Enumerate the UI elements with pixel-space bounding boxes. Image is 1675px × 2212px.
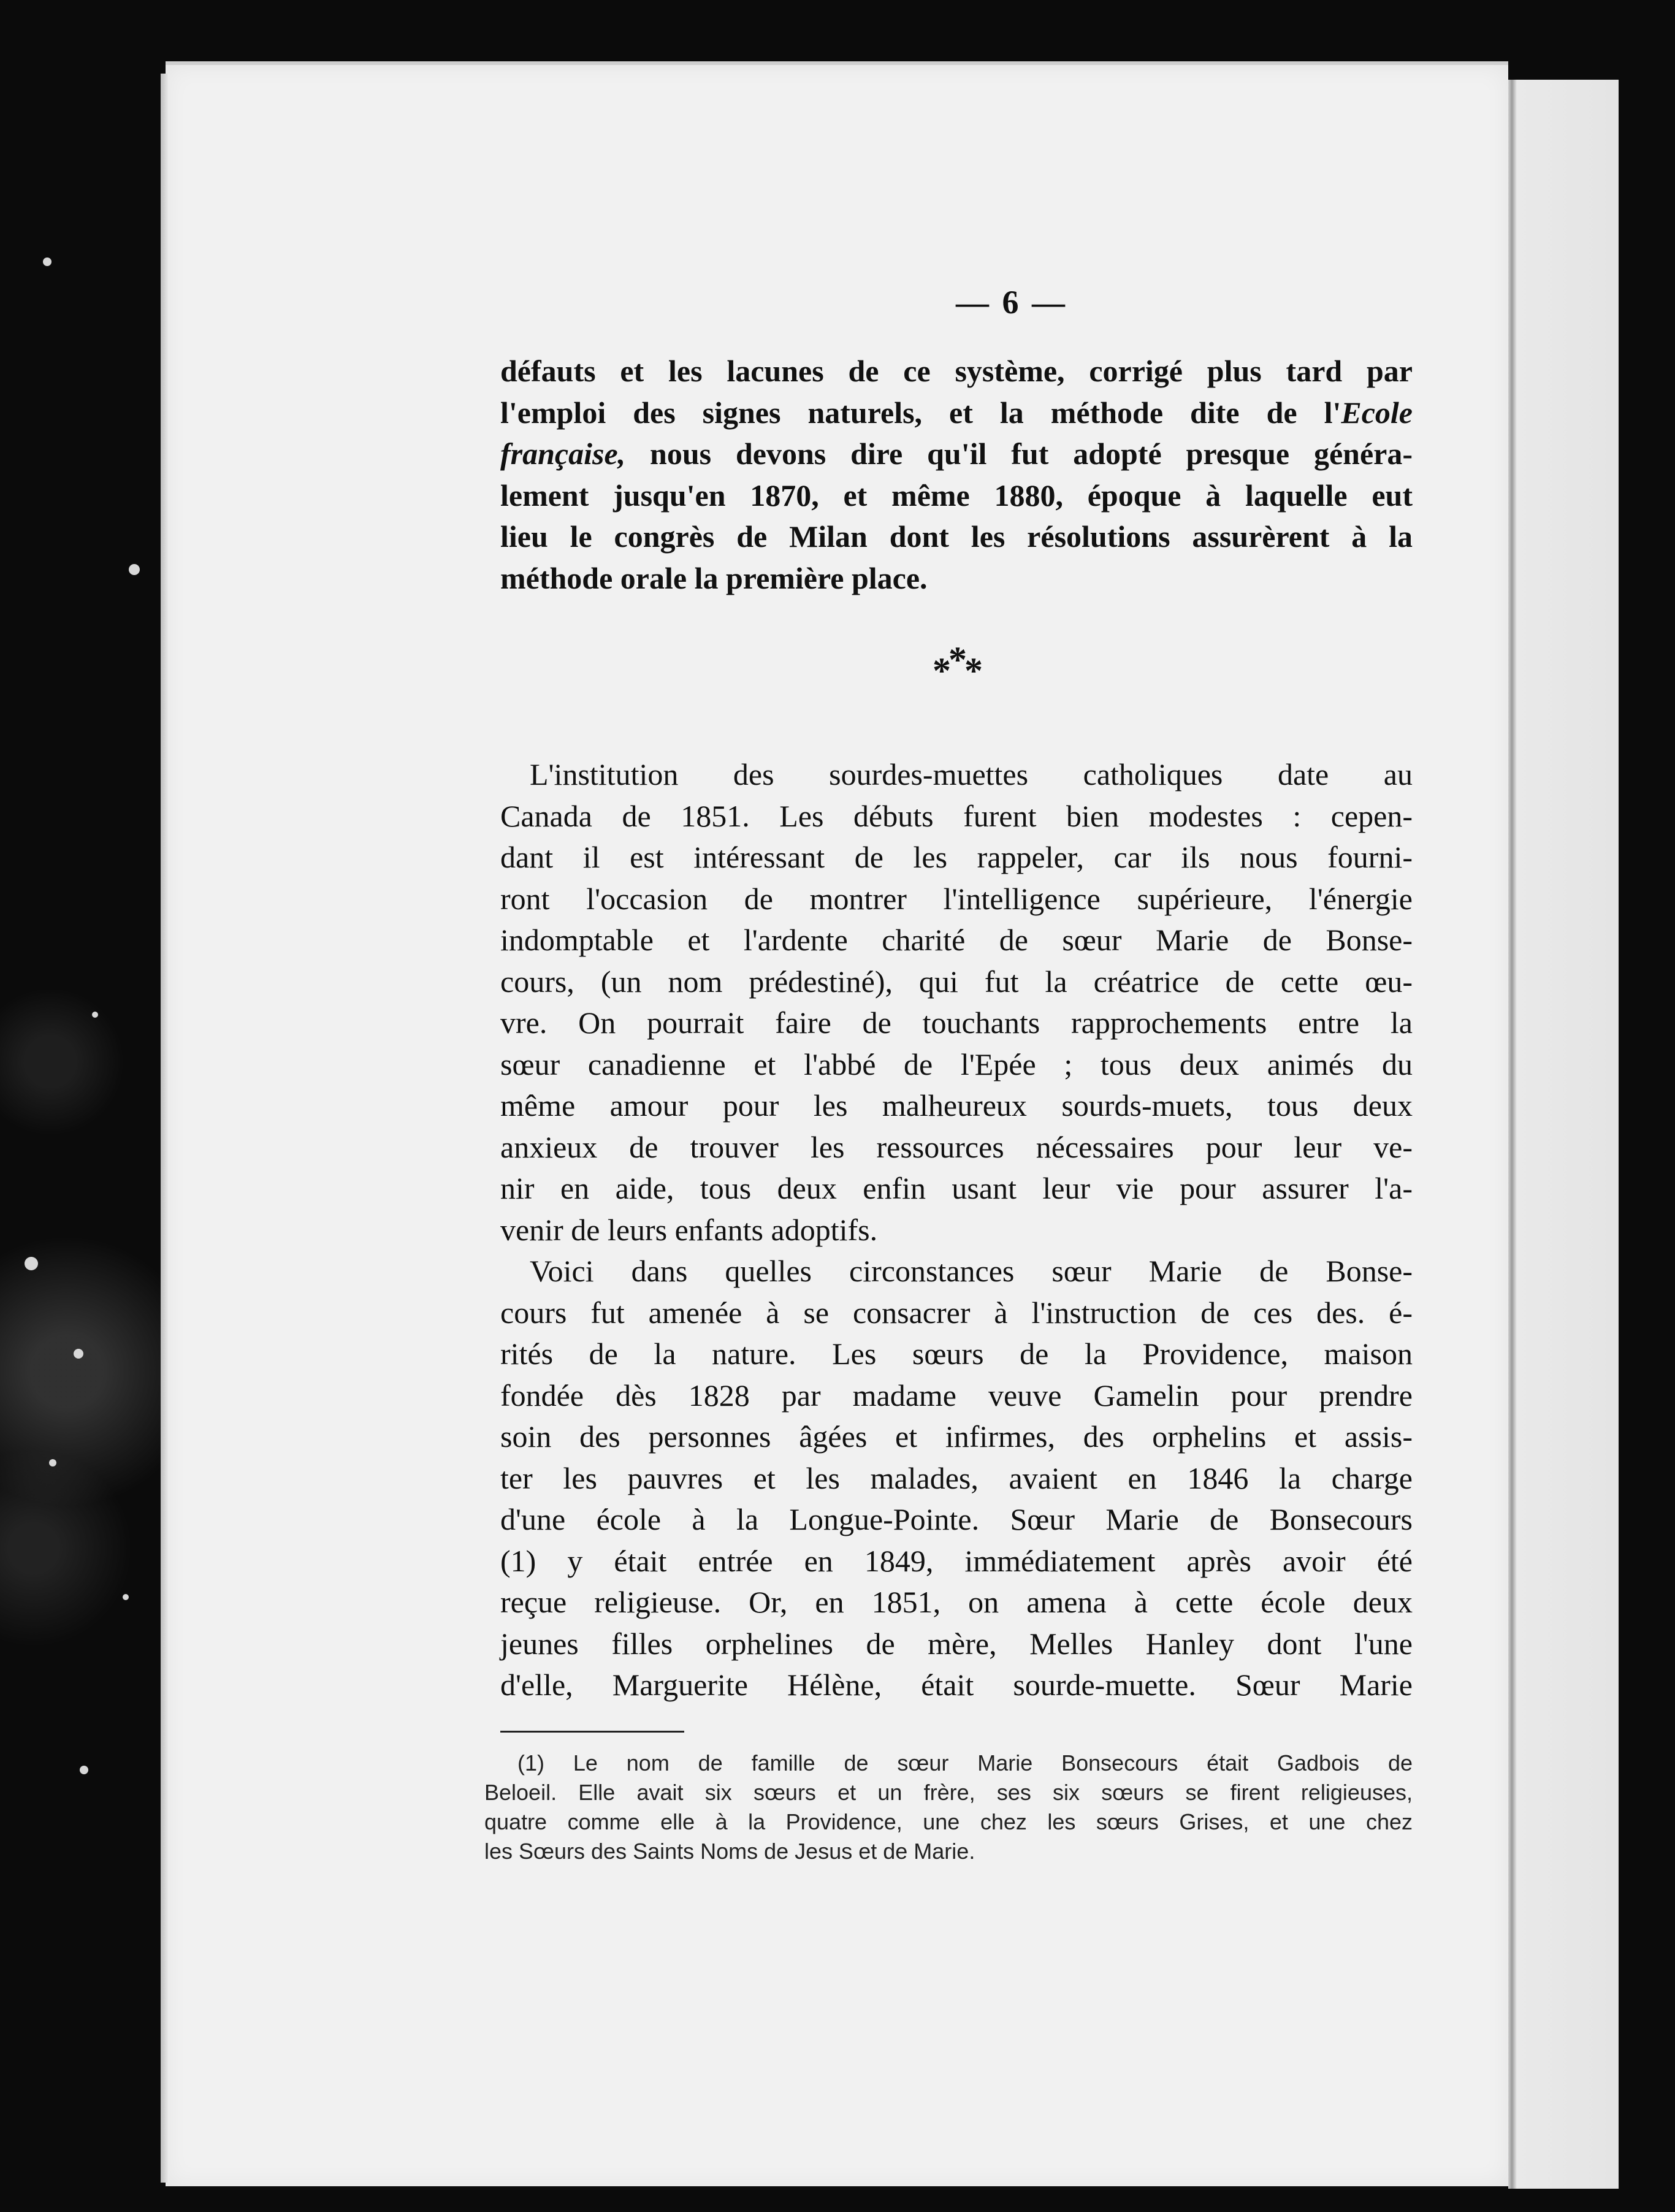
text-line: d'une école à la Longue-Pointe. Sœur Marie de Bonsecours — [500, 1502, 1413, 1536]
text-line: venir de leurs enfants adoptifs. — [500, 1212, 878, 1247]
text-line: L'institution des sourdes-muettes catholiques date au — [530, 757, 1413, 791]
text-line: cours, (un nom prédestiné), qui fut la créatrice de cette œu- — [500, 964, 1413, 999]
footnote-line: Beloeil. Elle avait six sœurs et un frère, ses six sœurs se firent religieuses, — [484, 1780, 1413, 1805]
footnote — [484, 1749, 1413, 1866]
text-line: française, nous devons dire qu'il fut adopté presque généra- — [500, 437, 1413, 471]
paragraph-circumstances — [500, 1251, 1413, 1706]
text-line: lieu le congrès de Milan dont les résolutions assurèrent à la — [500, 519, 1413, 554]
footnote-line: (1) Le nom de famille de sœur Marie Bonsecours était Gadbois de — [517, 1750, 1413, 1775]
dust-speck — [25, 1257, 38, 1270]
text-line: Canada de 1851. Les débuts furent bien modestes : cepen- — [500, 798, 1413, 833]
text-line: indomptable et l'ardente charité de sœur Marie de Bonse- — [500, 923, 1413, 957]
dust-speck — [49, 1459, 56, 1466]
dust-speck — [129, 564, 140, 575]
dust-speck — [43, 257, 52, 266]
text-line: ront l'occasion de montrer l'intelligence supérieure, l'énergie — [500, 881, 1413, 916]
page-edge-left — [161, 74, 169, 2183]
text-line: cours fut amenée à se consacrer à l'instruction de ces des. é- — [500, 1295, 1413, 1330]
text-line: anxieux de trouver les ressources nécessaires pour leur ve- — [500, 1129, 1413, 1164]
page-number: — 6 — — [956, 284, 1067, 321]
text-line: l'emploi des signes naturels, et la méthode dite de l'Ecole — [500, 395, 1413, 430]
text-line: lement jusqu'en 1870, et même 1880, époque à laquelle eut — [500, 478, 1413, 513]
text-line: reçue religieuse. Or, en 1851, on amena à cette école deux — [500, 1585, 1413, 1619]
text-line: jeunes filles orphelines de mère, Melles Hanley dont l'une — [500, 1626, 1413, 1661]
text-line: ter les pauvres et les malades, avaient en 1846 la charge — [500, 1460, 1413, 1495]
dust-speck — [123, 1594, 129, 1600]
dust-speck — [92, 1012, 98, 1018]
page-edge-right — [1508, 80, 1619, 2189]
dust-speck — [80, 1766, 88, 1774]
text-line: même amour pour les malheureux sourds-muets, tous deux — [500, 1088, 1413, 1123]
text-line: sœur canadienne et l'abbé de l'Epée ; tous deux animés du — [500, 1047, 1413, 1081]
text-line: défauts et les lacunes de ce système, corrigé plus tard par — [500, 354, 1413, 388]
text-line: Voici dans quelles circonstances sœur Marie de Bonse- — [530, 1254, 1413, 1288]
text-line: méthode orale la première place. — [500, 560, 928, 595]
footnote-line: les Sœurs des Saints Noms de Jesus et de Marie. — [484, 1839, 975, 1864]
text-line: dant il est intéressant de les rappeler, car ils nous fourni- — [500, 840, 1413, 874]
text-line: (1) y était entrée en 1849, immédiatement après avoir été — [500, 1543, 1413, 1578]
paragraph-continued — [500, 351, 1413, 599]
footnote-line: quatre comme elle à la Providence, une chez les sœurs Grises, et une chez — [484, 1809, 1413, 1834]
text-line: soin des personnes âgées et infirmes, des orphelins et assis- — [500, 1419, 1413, 1454]
footnote-rule — [500, 1731, 684, 1733]
asterism-separator: *** — [933, 639, 980, 691]
text-line: rités de la nature. Les sœurs de la Providence, maison — [500, 1337, 1413, 1371]
text-line: vre. On pourrait faire de touchants rapprochements entre la — [500, 1005, 1413, 1040]
text-line: d'elle, Marguerite Hélène, était sourde-muette. Sœur Marie — [500, 1668, 1413, 1702]
dust-speck — [74, 1349, 83, 1359]
text-line: nir en aide, tous deux enfin usant leur vie pour assurer l'a- — [500, 1171, 1413, 1205]
text-line: fondée dès 1828 par madame veuve Gamelin pour prendre — [500, 1378, 1413, 1413]
paragraph-institution — [500, 754, 1413, 1251]
